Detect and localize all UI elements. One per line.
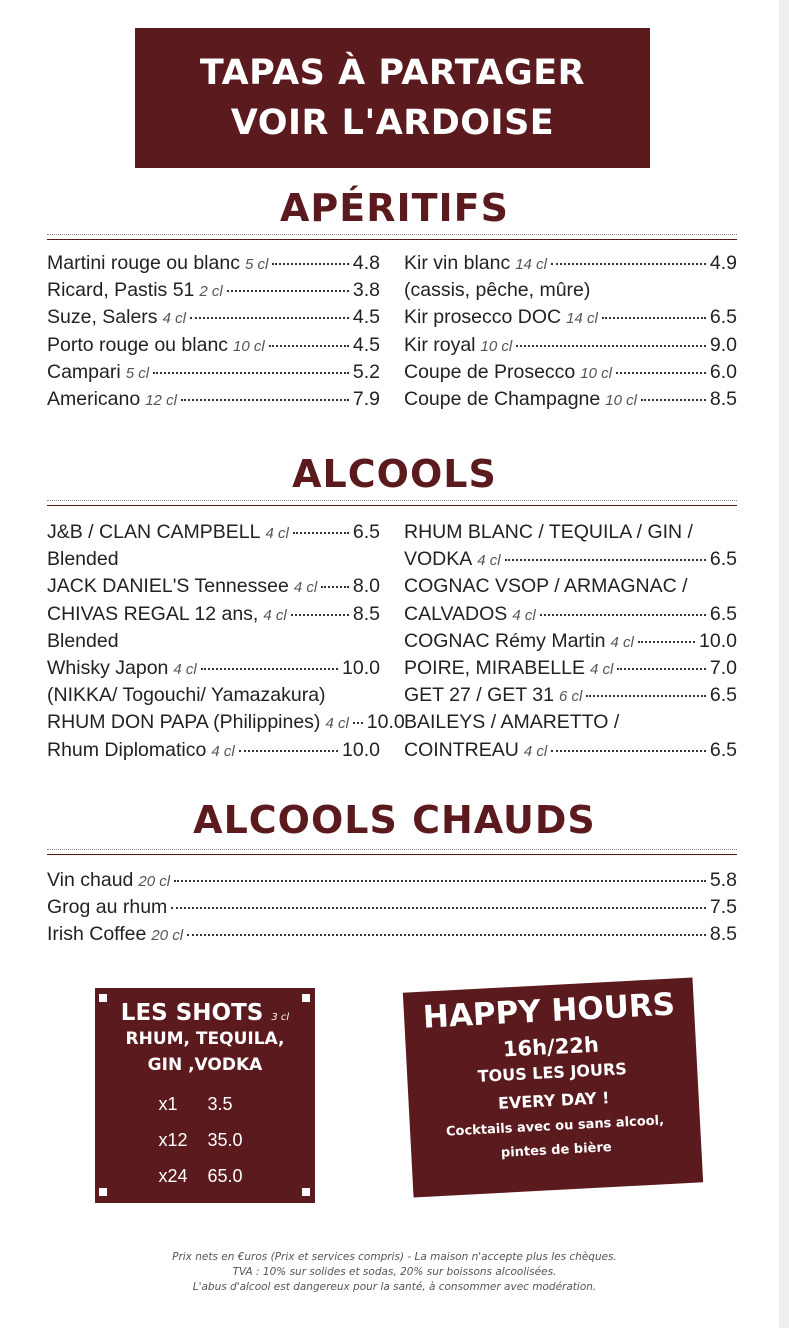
- item-name: RHUM BLANC / TEQUILA / GIN /: [404, 521, 693, 543]
- banner-line1: TAPAS À PARTAGER: [199, 53, 586, 93]
- menu-item: [47, 575, 380, 602]
- menu-item: [404, 334, 737, 361]
- dot-leader: [516, 345, 706, 347]
- dot-leader: [353, 722, 363, 724]
- corner-decoration: [99, 1188, 107, 1196]
- item-name: Suze, Salers: [47, 306, 158, 329]
- item-price: 9.0: [709, 333, 737, 356]
- item-price: 8.5: [709, 923, 737, 946]
- item-name: Kir vin blanc: [404, 252, 511, 274]
- dot-leader: [641, 399, 706, 401]
- item-name: JACK DANIEL'S Tennessee: [47, 575, 289, 598]
- menu-item: [404, 252, 737, 279]
- item-name: Grog au rhum: [47, 896, 168, 919]
- menu-item-note: [47, 684, 380, 711]
- item-name: J&B / CLAN CAMPBELL: [47, 521, 261, 543]
- happy-hours-time: 16h/22h: [502, 1032, 600, 1062]
- shot-price: 3.5: [207, 1094, 233, 1114]
- tapas-banner: [135, 28, 650, 168]
- dot-leader: [616, 372, 706, 374]
- item-price: 6.5: [709, 684, 737, 707]
- dot-leader: [174, 880, 706, 882]
- menu-item: [47, 739, 380, 766]
- menu-item: [404, 657, 737, 684]
- item-name: Irish Coffee: [47, 923, 147, 946]
- item-volume: 5 cl: [125, 364, 150, 382]
- item-name: POIRE, MIRABELLE: [404, 656, 585, 679]
- happy-line4: pintes de bière: [500, 1140, 613, 1161]
- footer-line3: L'abus d'alcool est dangereux pour la santé, à consommer avec modération.: [192, 1281, 597, 1293]
- item-name: COGNAC VSOP / ARMAGNAC /: [404, 575, 688, 598]
- item-price: 4.5: [352, 333, 380, 356]
- item-price: 6.5: [352, 521, 380, 543]
- dot-leader: [540, 614, 706, 616]
- dot-leader: [190, 317, 349, 319]
- corner-decoration: [302, 1188, 310, 1196]
- dot-leader: [551, 750, 706, 752]
- menu-item-note: [47, 630, 380, 657]
- item-volume: 10 cl: [580, 364, 612, 382]
- menu-item: [404, 739, 737, 766]
- section-title-alcools: ALCOOLS: [292, 452, 497, 496]
- item-volume: 20 cl: [151, 927, 184, 945]
- dot-leader: [638, 641, 695, 643]
- item-name: Kir prosecco DOC: [404, 306, 562, 329]
- item-price: 5.2: [352, 360, 380, 383]
- dot-leader: [551, 263, 706, 265]
- menu-item: [47, 521, 380, 548]
- item-volume: 14 cl: [515, 256, 547, 273]
- item-name: Porto rouge ou blanc: [47, 333, 229, 356]
- shot-price-row: [95, 1086, 315, 1122]
- item-volume: 10 cl: [605, 391, 637, 409]
- dot-leader: [227, 290, 349, 292]
- menu-item: [404, 388, 737, 415]
- dot-leader: [321, 586, 349, 588]
- item-name: Kir royal: [404, 333, 476, 356]
- item-volume: 4 cl: [162, 310, 186, 328]
- item-volume: 4 cl: [173, 660, 197, 678]
- section-divider: [47, 234, 737, 235]
- corner-decoration: [302, 994, 310, 1002]
- item-volume: 4 cl: [211, 742, 235, 760]
- item-price: 6.5: [709, 306, 737, 329]
- menu-item: [47, 869, 737, 896]
- item-volume: 4 cl: [293, 579, 318, 597]
- item-price: 6.5: [709, 548, 737, 571]
- section-divider: [47, 500, 737, 501]
- item-price: 8.5: [352, 602, 380, 625]
- menu-item: [47, 657, 380, 684]
- menu-item: [47, 306, 380, 333]
- footer-notes: [0, 1250, 789, 1295]
- shots-volume: 3 cl: [271, 1012, 290, 1023]
- menu-item: [47, 711, 405, 738]
- item-name: BAILEYS / AMARETTO /: [404, 711, 620, 734]
- item-price: 7.9: [352, 387, 380, 410]
- shots-line2: RHUM, TEQUILA,: [125, 1029, 285, 1049]
- dot-leader: [269, 345, 349, 347]
- item-name: CALVADOS: [404, 602, 508, 625]
- item-name: Campari: [47, 360, 121, 383]
- shots-line3: GIN ,VODKA: [147, 1055, 263, 1075]
- item-price: 6.0: [709, 360, 737, 383]
- alcools-left: [47, 521, 405, 766]
- banner-line2: VOIR L'ARDOISE: [230, 103, 555, 143]
- item-price: 10.0: [699, 629, 737, 652]
- dot-leader: [201, 668, 338, 670]
- menu-item: [47, 279, 380, 306]
- item-price: 6.5: [709, 738, 737, 761]
- dot-leader: [239, 750, 338, 752]
- item-name: RHUM DON PAPA (Philippines): [47, 711, 321, 734]
- menu-item: [404, 684, 737, 711]
- item-name: Whisky Japon: [47, 656, 169, 679]
- item-volume: 4 cl: [477, 552, 501, 570]
- item-price: 10.0: [342, 738, 380, 761]
- item-price: 10.0: [342, 656, 380, 679]
- happy-hours-box: [403, 978, 703, 1198]
- item-name: Rhum Diplomatico: [47, 738, 207, 761]
- item-name: Coupe de Champagne: [404, 387, 601, 410]
- item-price: 8.0: [352, 575, 380, 598]
- item-volume: 4 cl: [512, 606, 536, 624]
- shot-price: 65.0: [207, 1166, 243, 1186]
- corner-decoration: [140, 36, 148, 44]
- menu-item-note: [404, 575, 737, 602]
- dot-leader: [602, 317, 706, 319]
- dot-leader: [505, 559, 706, 561]
- item-price: 8.5: [709, 387, 737, 410]
- alcools-right: [404, 521, 737, 766]
- menu-item: [47, 896, 737, 923]
- section-title-aperitifs: APÉRITIFS: [279, 186, 509, 230]
- item-name: Blended: [47, 548, 119, 571]
- item-price: 3.8: [352, 279, 380, 302]
- menu-item: [404, 548, 737, 575]
- menu-item: [404, 361, 737, 388]
- menu-item: [47, 603, 380, 630]
- section-divider: [47, 849, 737, 850]
- item-volume: 4 cl: [610, 633, 634, 651]
- aperitifs-left: [47, 252, 380, 415]
- corner-decoration: [99, 994, 107, 1002]
- happy-title: HAPPY HOURS: [422, 986, 676, 1036]
- menu-item: [404, 603, 737, 630]
- dot-leader: [187, 934, 706, 936]
- shot-qty: x1: [158, 1094, 178, 1114]
- dot-leader: [181, 399, 349, 401]
- corner-decoration: [633, 152, 641, 160]
- item-price: 10.0: [366, 711, 405, 734]
- menu-item: [404, 306, 737, 333]
- item-volume: 10 cl: [480, 337, 513, 355]
- item-name: Vin chaud: [47, 869, 134, 891]
- footer-line1: Prix nets en €uros (Prix et services compris) - La maison n'accepte plus les chèques.: [172, 1251, 617, 1263]
- menu-item: [47, 388, 380, 415]
- menu-item-note: [404, 279, 737, 306]
- item-volume: 20 cl: [138, 873, 171, 890]
- dot-leader: [272, 263, 349, 265]
- item-volume: 6 cl: [558, 688, 583, 706]
- item-price: 6.5: [709, 602, 737, 625]
- item-volume: 12 cl: [145, 391, 177, 409]
- menu-item: [404, 630, 737, 657]
- aperitifs-right: [404, 252, 737, 415]
- item-volume: 4 cl: [265, 525, 289, 542]
- item-price: 7.5: [709, 896, 737, 919]
- item-name: Coupe de Prosecco: [404, 360, 576, 383]
- item-volume: 4 cl: [589, 660, 614, 678]
- menu-item: [47, 334, 380, 361]
- shot-qty: x12: [158, 1130, 188, 1150]
- item-name: (NIKKA/ Togouchi/ Yamazakura): [47, 684, 326, 707]
- menu-item: [47, 361, 380, 388]
- item-name: GET 27 / GET 31: [404, 684, 554, 707]
- menu-item-note: [47, 548, 380, 575]
- item-name: Ricard, Pastis 51: [47, 279, 195, 302]
- dot-leader: [586, 695, 706, 697]
- happy-line1: TOUS LES JOURS: [477, 1059, 628, 1086]
- shots-box: [95, 988, 315, 1203]
- item-volume: 2 cl: [199, 283, 223, 301]
- footer-line2: TVA : 10% sur solides et sodas, 20% sur boissons alcoolisées.: [232, 1266, 557, 1278]
- item-name: Blended: [47, 629, 119, 652]
- dot-leader: [171, 907, 706, 909]
- item-volume: 5 cl: [244, 256, 269, 273]
- shot-price: 35.0: [207, 1130, 243, 1150]
- corner-decoration: [140, 152, 148, 160]
- chauds-list: [47, 869, 737, 951]
- item-name: Martini rouge ou blanc: [47, 252, 240, 274]
- dot-leader: [291, 614, 349, 616]
- shot-qty: x24: [158, 1166, 188, 1186]
- item-volume: 14 cl: [566, 310, 598, 328]
- item-price: 5.8: [709, 869, 737, 891]
- dot-leader: [293, 532, 349, 534]
- corner-decoration: [633, 36, 641, 44]
- section-title-alcools-chauds: ALCOOLS CHAUDS: [193, 798, 596, 842]
- item-volume: 4 cl: [263, 606, 287, 624]
- happy-line2: EVERY DAY !: [497, 1088, 610, 1113]
- item-name: COINTREAU: [404, 738, 519, 761]
- shots-title: LES SHOTS: [120, 1000, 264, 1026]
- item-price: 4.8: [352, 252, 380, 274]
- item-name: COGNAC Rémy Martin: [404, 629, 606, 652]
- item-volume: 10 cl: [233, 337, 265, 355]
- item-name: (cassis, pêche, mûre): [404, 279, 591, 302]
- dot-leader: [153, 372, 349, 374]
- item-price: 4.9: [709, 252, 737, 274]
- item-price: 4.5: [352, 306, 380, 329]
- shot-price-row: [95, 1122, 315, 1158]
- menu-item-note: [404, 711, 737, 738]
- shot-price-row: [95, 1158, 315, 1194]
- item-volume: 4 cl: [523, 742, 548, 760]
- item-price: 7.0: [709, 656, 737, 679]
- item-name: VODKA: [404, 548, 473, 571]
- item-name: CHIVAS REGAL 12 ans,: [47, 602, 259, 625]
- menu-item: [47, 923, 737, 950]
- item-volume: 4 cl: [325, 715, 349, 733]
- item-name: Americano: [47, 387, 141, 410]
- dot-leader: [617, 668, 706, 670]
- menu-item-note: [404, 521, 737, 548]
- happy-line3: Cocktails avec ou sans alcool,: [445, 1113, 665, 1140]
- menu-item: [47, 252, 380, 279]
